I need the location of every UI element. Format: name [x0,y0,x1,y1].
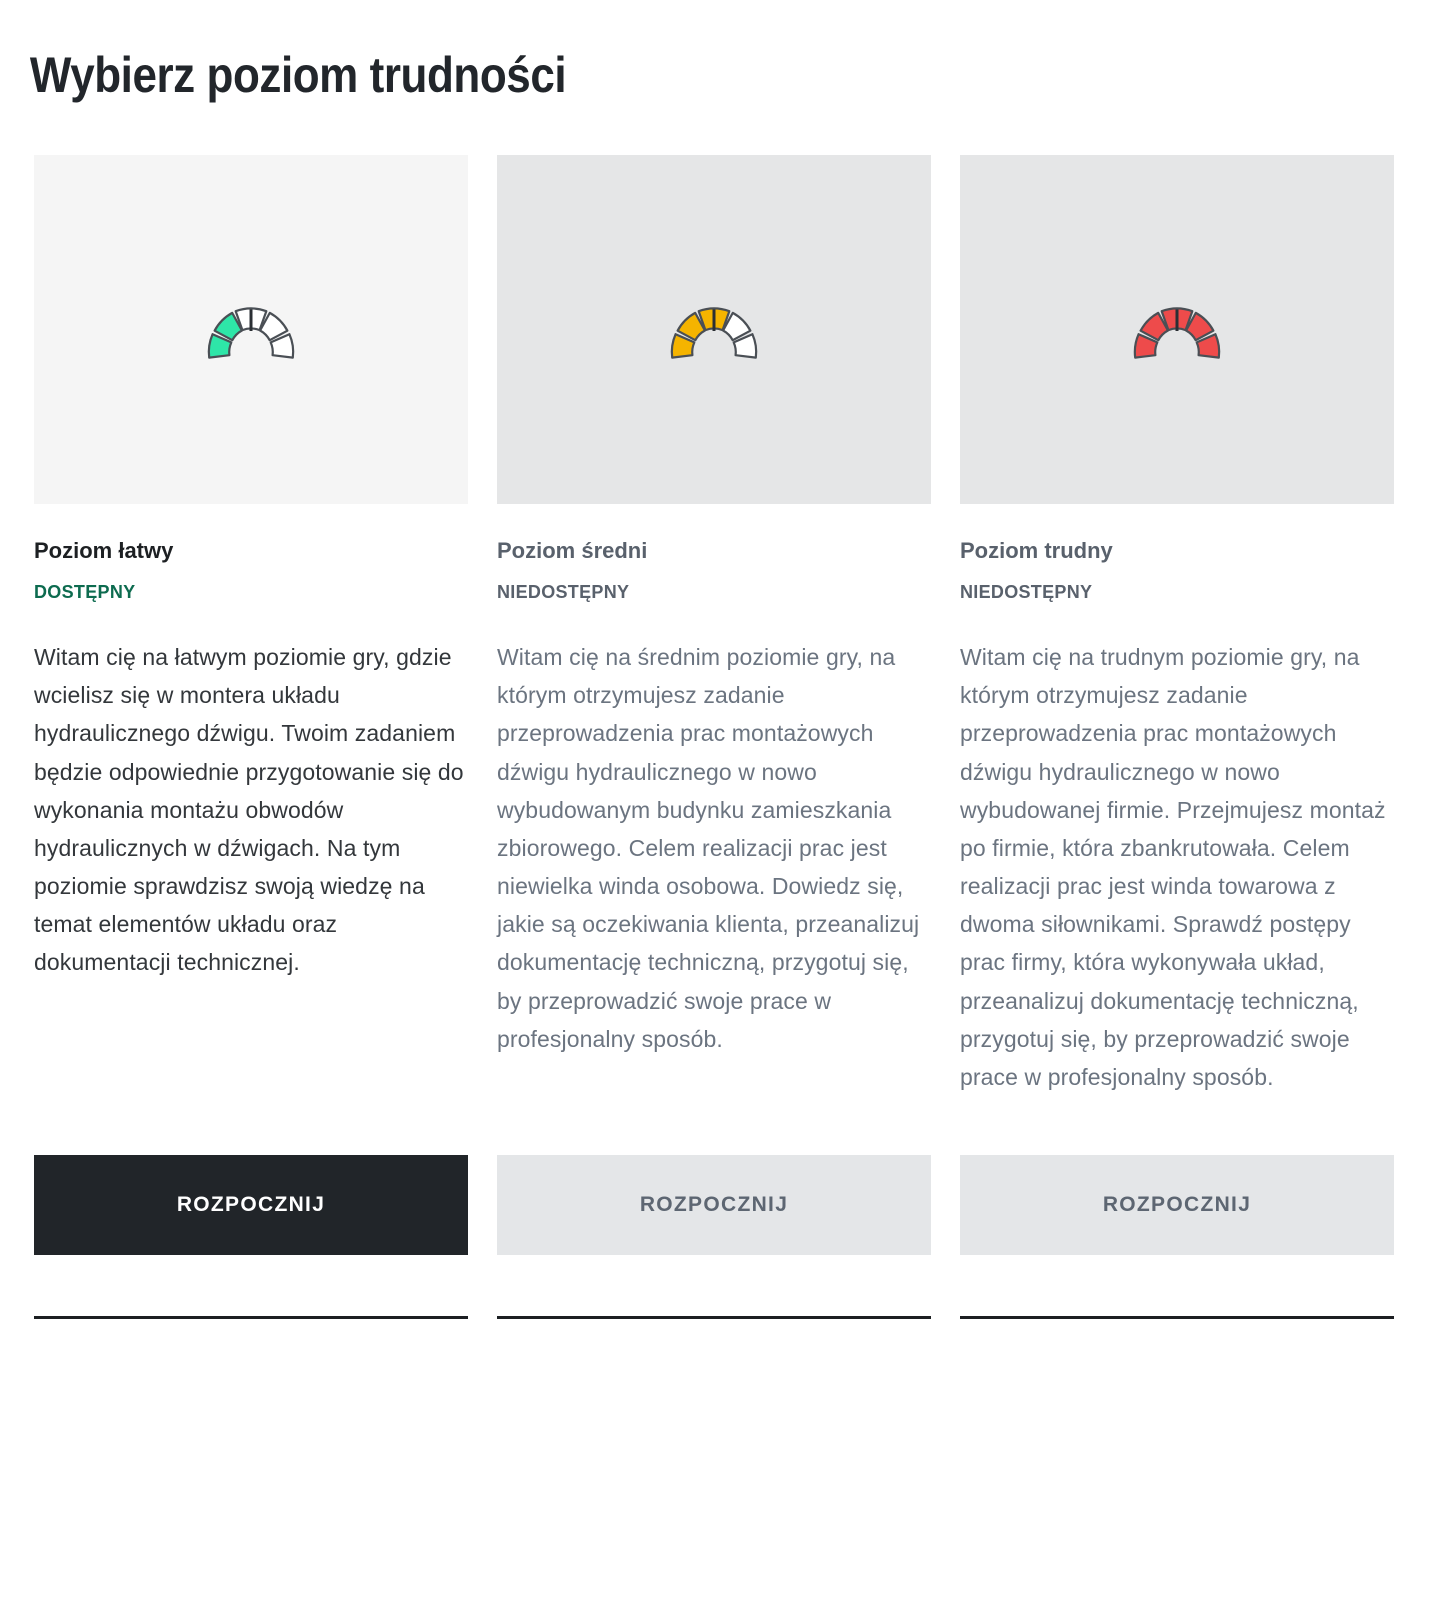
card-media-hard [960,155,1394,504]
start-button-cell-hard [960,1119,1394,1255]
page-title: Wybierz poziom trudności [29,47,567,103]
start-button-cell-easy [34,1119,468,1255]
card-title-medium: Poziom średni [497,538,648,563]
card-description-easy: Witam cię na łatwym poziomie gry, gdzie wcielisz się w montera układu hydraulicznego dźwigu. Twoim zadaniem będzie odpowiednie przygotowanie się do wykonania montażu obwodów hydraulicznych w dźwigach. Na tym poziomie sprawdzisz swoją wiedzę na temat elementów układu oraz dokumentacji technicznej. [34,643,464,976]
card-divider-hard [960,1316,1394,1319]
gauge-svg-hard [1122,295,1232,365]
gauge-icon-hard [1122,295,1232,370]
status-badge-hard: NIEDOSTĘPNY [960,582,1093,603]
card-description-medium: Witam cię na średnim poziomie gry, na którym otrzymujesz zadanie przeprowadzenia prac montażowych dźwigu hydraulicznego w nowo wybudowanym budynku zamieszkania zbiorowego. Celem realizacji prac jest niewielka winda osobowa. Dowiedz się, jakie są oczekiwania klienta, przeanalizuj dokumentację techniczną, przygotuj się, by przeprowadzić swoje prace w profesjonalny sposób. [497,643,920,1052]
card-media-medium [497,155,931,504]
card-divider-cell-hard [960,1255,1394,1319]
difficulty-card-list [0,155,1436,1119]
start-button-hard[interactable]: ROZPOCZNIJ [960,1155,1394,1255]
card-title-hard: Poziom trudny [960,538,1113,563]
card-divider-easy [34,1316,468,1319]
status-badge-medium: NIEDOSTĘPNY [497,582,630,603]
start-button-medium[interactable]: ROZPOCZNIJ [497,1155,931,1255]
card-title-easy: Poziom łatwy [34,538,174,563]
gauge-icon-medium [659,295,769,370]
card-divider-row [0,1255,1436,1319]
difficulty-card-medium[interactable] [497,155,931,1081]
start-button-cell-medium [497,1119,931,1255]
card-divider-cell-medium [497,1255,931,1319]
start-button-easy[interactable]: ROZPOCZNIJ [34,1155,468,1255]
card-divider-medium [497,1316,931,1319]
status-badge-easy: DOSTĘPNY [34,582,136,603]
difficulty-card-easy[interactable] [34,155,468,1005]
difficulty-card-hard[interactable] [960,155,1394,1119]
card-divider-cell-easy [34,1255,468,1319]
card-media-easy [34,155,468,504]
gauge-svg-easy [196,295,306,365]
start-button-row [0,1119,1436,1255]
gauge-svg-medium [659,295,769,365]
gauge-icon-easy [196,295,306,370]
card-description-hard: Witam cię na trudnym poziomie gry, na którym otrzymujesz zadanie przeprowadzenia prac montażowych dźwigu hydraulicznego w nowo wybudowanej firmie. Przejmujesz montaż po firmie, która zbankrutowała. Celem realizacji prac jest winda towarowa z dwoma siłownikami. Sprawdź postępy prac firmy, która wykonywała układ, przeanalizuj dokumentację techniczną, przygotuj się, by przeprowadzić swoje prace w profesjonalny sposób. [960,643,1386,1090]
